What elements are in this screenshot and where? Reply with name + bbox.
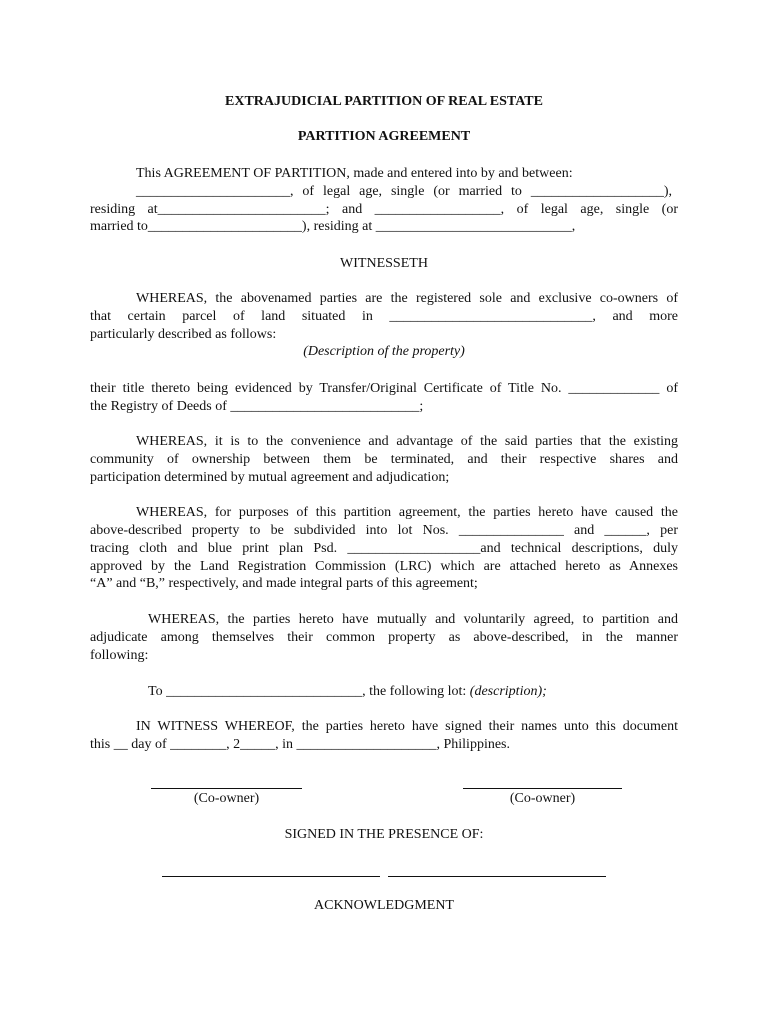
whereas3-line-3: tracing cloth and blue print plan Psd. ___________________and technical descriptions, duly <box>90 541 678 556</box>
signature-line-left <box>151 788 302 789</box>
intro-line-4: married to______________________), residing at ____________________________, <box>90 219 576 234</box>
whereas1-line-3: particularly described as follows: <box>90 327 277 342</box>
intro-line-2: ______________________, of legal age, single (or married to ___________________), <box>136 184 672 199</box>
whereas4-line-2: adjudicate among themselves their common property as above-described, in the manner <box>90 630 678 645</box>
whereas4-line-3: following: <box>90 648 149 663</box>
whereas3-line-4: approved by the Land Registration Commission (LRC) which are attached hereto as Annexes <box>90 559 678 574</box>
to-line-description: (description); <box>469 684 547 699</box>
signature-label-right: (Co-owner) <box>509 791 576 806</box>
title-para-line-2: the Registry of Deeds of ___________________________; <box>90 399 424 414</box>
signature-label-left: (Co-owner) <box>193 791 260 806</box>
whereas4-line-1: WHEREAS, the parties hereto have mutually and voluntarily agreed, to partition and <box>148 612 678 627</box>
acknowledgment-heading: ACKNOWLEDGMENT <box>314 898 454 913</box>
witness-line-2: this __ day of ________, 2_____, in ____________________, Philippines. <box>90 737 510 752</box>
intro-line-3: residing at________________________; and __________________, of legal age, single (or <box>90 202 678 217</box>
whereas3-line-1: WHEREAS, for purposes of this partition agreement, the parties hereto have caused the <box>136 505 678 520</box>
witnesseth-heading: WITNESSETH <box>340 256 428 271</box>
whereas1-line-2: that certain parcel of land situated in _____________________________, and more <box>90 309 678 324</box>
whereas3-line-5: “A” and “B,” respectively, and made integral parts of this agreement; <box>90 576 478 591</box>
property-description: (Description of the property) <box>303 344 465 359</box>
witness-signature-line-right <box>388 876 606 877</box>
intro-line-1: This AGREEMENT OF PARTITION, made and entered into by and between: <box>136 166 573 181</box>
document-subtitle: PARTITION AGREEMENT <box>297 129 471 144</box>
to-line-prefix: To ____________________________, the following lot: <box>148 684 467 699</box>
whereas3-line-2: above-described property to be subdivided into lot Nos. _______________ and ______, per <box>90 523 678 538</box>
document-title: EXTRAJUDICIAL PARTITION OF REAL ESTATE <box>225 94 543 109</box>
presence-heading: SIGNED IN THE PRESENCE OF: <box>284 827 484 842</box>
witness-signature-line-left <box>162 876 380 877</box>
whereas2-line-3: participation determined by mutual agreement and adjudication; <box>90 470 450 485</box>
signature-line-right <box>463 788 622 789</box>
witness-line-1: IN WITNESS WHEREOF, the parties hereto have signed their names unto this document <box>136 719 678 734</box>
whereas2-line-2: community of ownership between them be terminated, and their respective shares and <box>90 452 678 467</box>
whereas1-line-1: WHEREAS, the abovenamed parties are the registered sole and exclusive co-owners of <box>136 291 678 306</box>
whereas2-line-1: WHEREAS, it is to the convenience and advantage of the said parties that the existing <box>136 434 678 449</box>
title-para-line-1: their title thereto being evidenced by Transfer/Original Certificate of Title No. _____________ of <box>90 381 678 396</box>
to-line <box>148 683 547 701</box>
